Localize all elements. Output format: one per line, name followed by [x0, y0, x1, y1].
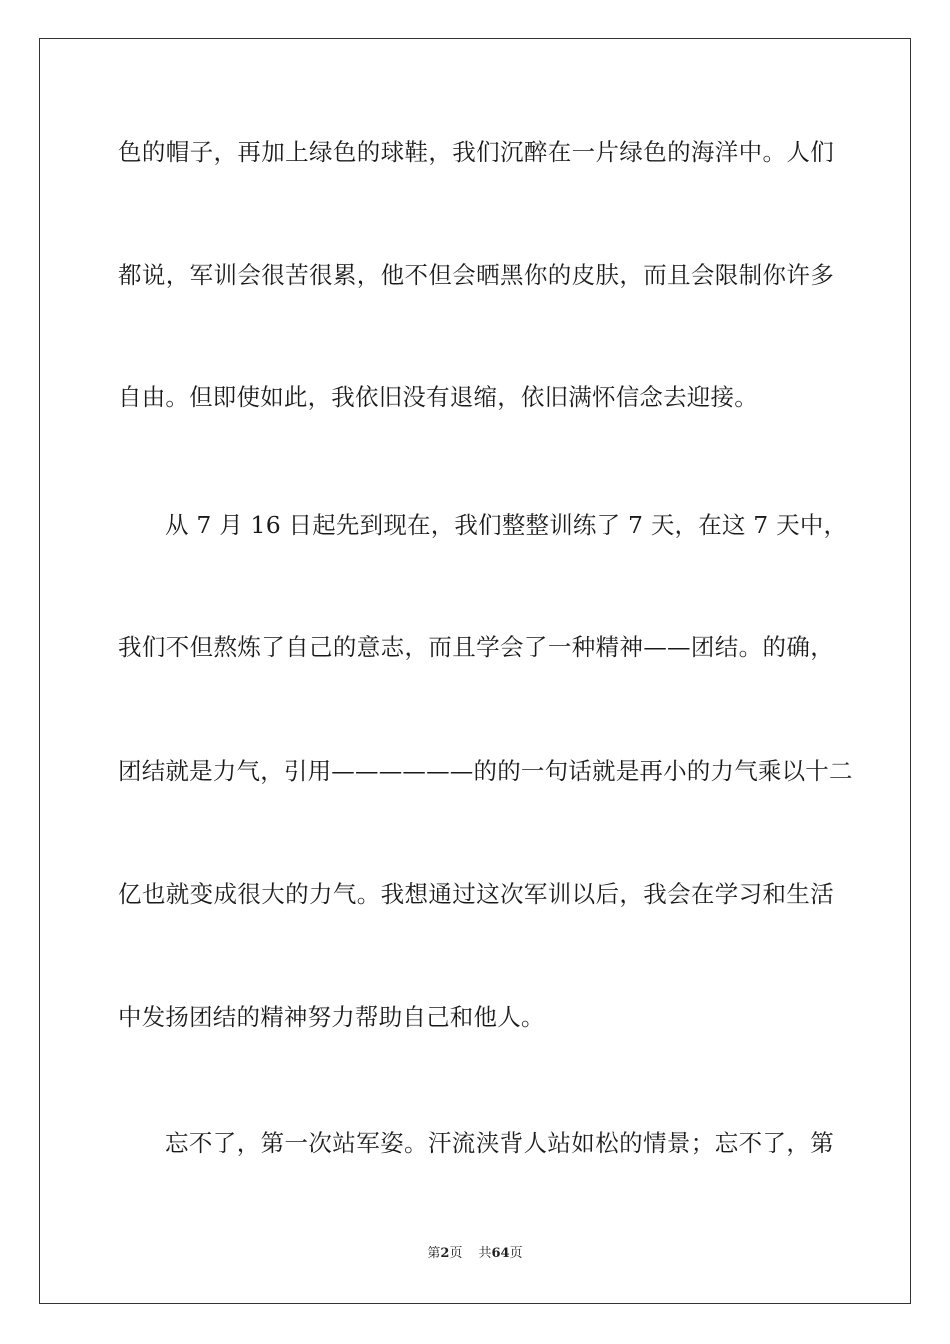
footer-page-suffix: 页 [449, 1246, 463, 1261]
page-border [39, 38, 911, 1304]
footer-total-suffix: 页 [509, 1246, 523, 1261]
footer-total-prefix: 共 [478, 1246, 492, 1261]
paragraph-line-8: 中发扬团结的精神努力帮助自己和他人。 [118, 1003, 545, 1031]
paragraph-line-2: 都说，军训会很苦很累，他不但会晒黑你的皮肤，而且会限制你许多 [118, 261, 834, 289]
page-footer [0, 1245, 950, 1263]
paragraph-line-9: 忘不了，第一次站军姿。汗流浃背人站如松的情景；忘不了，第 [165, 1129, 834, 1157]
paragraph-line-5: 我们不但熬炼了自己的意志，而且学会了一种精神——团结。的确， [118, 633, 834, 661]
footer-page-prefix: 第 [427, 1246, 441, 1261]
footer-page-number: 2 [440, 1246, 450, 1261]
paragraph-line-4: 从 7 月 16 日起先到现在，我们整整训练了 7 天，在这 7 天中， [165, 511, 848, 539]
footer-total-pages: 64 [491, 1246, 510, 1261]
paragraph-line-6: 团结就是力气，引用——————的的一句话就是再小的力气乘以十二 [118, 757, 853, 785]
paragraph-line-1: 色的帽子，再加上绿色的球鞋，我们沉醉在一片绿色的海洋中。人们 [118, 138, 834, 166]
paragraph-line-3: 自由。但即使如此，我依旧没有退缩，依旧满怀信念去迎接。 [118, 383, 758, 411]
paragraph-line-7: 亿也就变成很大的力气。我想通过这次军训以后，我会在学习和生活 [118, 880, 834, 908]
